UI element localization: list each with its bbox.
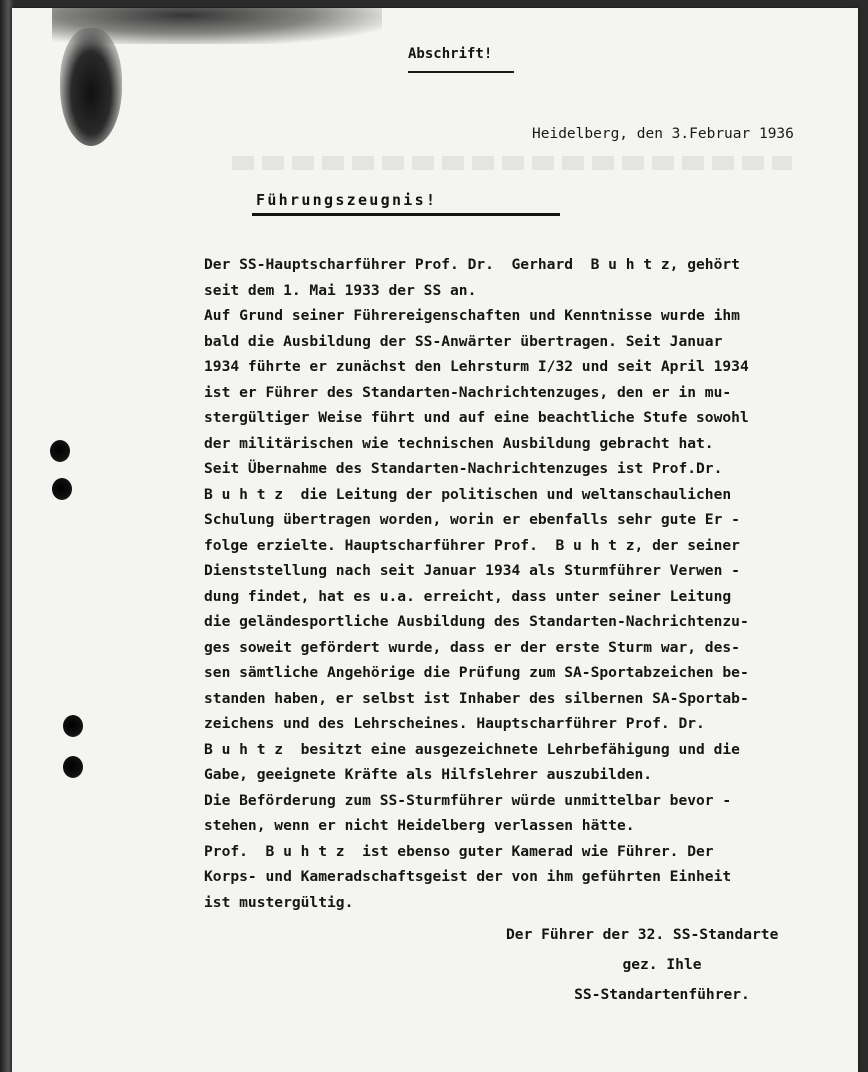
body-line: Der SS-Hauptscharführer Prof. Dr. Gerhard B u h t z, gehört: [204, 256, 740, 273]
body-line: zeichens und des Lehrscheines. Hauptscharführer Prof. Dr.: [204, 715, 705, 732]
body-line: stergültiger Weise führt und auf eine beachtliche Stufe sowohl: [204, 409, 749, 426]
body-line: sen sämtliche Angehörige die Prüfung zum SA-Sportabzeichen be-: [204, 664, 749, 681]
body-line: stehen, wenn er nicht Heidelberg verlassen hätte.: [204, 817, 635, 834]
show-through-text: [232, 156, 792, 170]
body-line: B u h t z die Leitung der politischen und weltanschaulichen: [204, 485, 732, 503]
body-line: Korps- und Kameradschaftsgeist der von ihm geführten Einheit: [204, 868, 732, 885]
body-line: Die Beförderung zum SS-Sturmführer würde unmittelbar bevor -: [204, 791, 732, 809]
body-line: 1934 führte er zunächst den Lehrsturm I/32 und seit April 1934: [204, 358, 749, 375]
signature-line-3: SS-Standartenführer.: [574, 986, 750, 1003]
body-line: seit dem 1. Mai 1933 der SS an.: [204, 281, 477, 299]
body-line: die geländesportliche Ausbildung des Standarten-Nachrichtenzu-: [204, 613, 749, 630]
body-line: ges soweit gefördert wurde, dass er der erste Sturm war, des-: [204, 638, 740, 656]
body-line: folge erzielte. Hauptscharführer Prof. B u h t z, der seiner: [204, 536, 740, 554]
body-line: ist mustergültig.: [204, 893, 354, 911]
body-line: Prof. B u h t z ist ebenso guter Kamerad wie Führer. Der: [204, 842, 714, 860]
signature-line-1: Der Führer der 32. SS-Standarte: [506, 926, 779, 943]
document-title: Führungszeugnis!: [256, 191, 438, 209]
title-underline: [252, 213, 560, 216]
signature-line-2: gez. Ihle: [622, 956, 702, 973]
body-line: dung findet, hat es u.a. erreicht, dass unter seiner Leitung: [204, 587, 732, 605]
body-line: standen haben, er selbst ist Inhaber des silbernen SA-Sportab-: [204, 689, 749, 707]
copy-heading: Abschrift!: [408, 46, 493, 62]
body-line: der militärischen wie technischen Ausbildung gebracht hat.: [204, 434, 714, 452]
heading-underline: [408, 71, 514, 73]
punch-hole: [52, 478, 72, 500]
document-page: [12, 8, 858, 1072]
body-line: Dienststellung nach seit Januar 1934 als Sturmführer Verwen -: [204, 562, 740, 579]
body-text: [204, 252, 854, 915]
body-line: Gabe, geeignete Kräfte als Hilfslehrer auszubilden.: [204, 766, 653, 783]
punch-hole: [50, 440, 70, 462]
punch-hole: [63, 756, 83, 778]
place-date: Heidelberg, den 3.Februar 1936: [532, 126, 794, 142]
body-line: Auf Grund seiner Führereigenschaften und Kenntnisse wurde ihm: [204, 307, 740, 324]
ink-blot: [60, 28, 122, 146]
punch-hole: [63, 715, 83, 737]
signature-block: [506, 920, 826, 1010]
body-line: ist er Führer des Standarten-Nachrichtenzuges, den er in mu-: [204, 383, 732, 401]
body-line: B u h t z besitzt eine ausgezeichnete Lehrbefähigung und die: [204, 740, 740, 758]
body-line: bald die Ausbildung der SS-Anwärter übertragen. Seit Januar: [204, 332, 723, 350]
body-line: Seit Übernahme des Standarten-Nachrichtenzuges ist Prof.Dr.: [204, 460, 723, 477]
body-line: Schulung übertragen worden, worin er ebenfalls sehr gute Er -: [204, 511, 740, 528]
